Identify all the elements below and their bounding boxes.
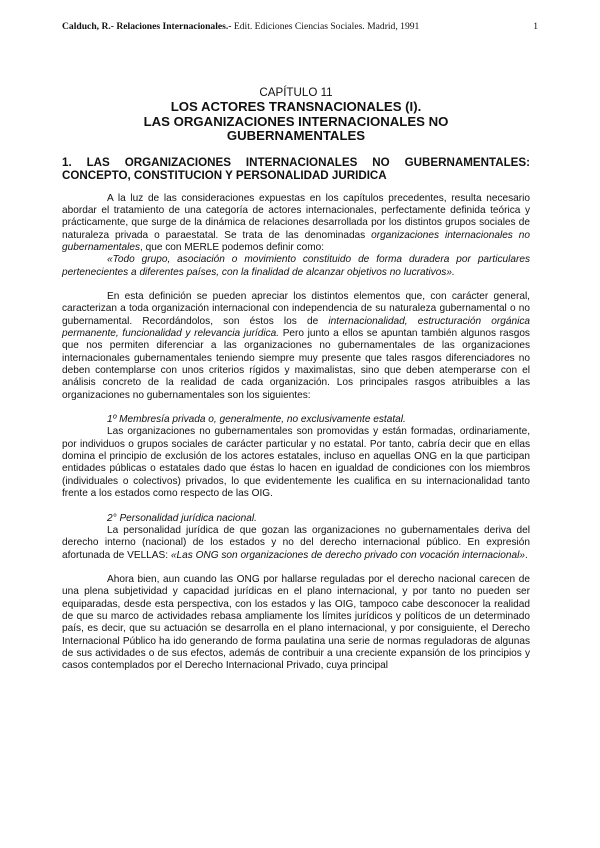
definition-quote: «Todo grupo, asociación o movimiento constituido de forma duradera por particulares pertenecientes a diferentes países, con la finalidad de alcanzar objetivos no lucrativos». [62,254,530,278]
paragraph-definition-emphasis: internacionalidad, estructuración orgánica permanente, funcionalidad y relevancia jurídica. [62,315,530,340]
chapter-title-line-3: GUBERNAMENTALES [226,128,366,144]
paragraph-legal-personality-text: La personalidad jurídica de que gozan las organizaciones no gubernamentales deriva del derecho interno (nacional) de los estados y no del derecho internacional público. En expresión afortunada de VELLAS: [62,524,530,561]
header-author: Calduch, R.- Relaciones Internacionales.- [62,21,232,32]
chapter-title-line-1: LOS ACTORES TRANSNACIONALES (I). [170,99,422,114]
page-body [62,86,530,673]
paragraph-definition-text-b: Pero junto a ellos se apuntan también algunos rasgos que nos permiten diferenciar a las organizaciones no gubernamentales de las organizaciones internacionales gubernamentales teniendo siempre muy presente que tales rasgos diferenciadores no deben contemplarse con unos criterios rígidos y maximalistas, sino que deben atemperarse con el análisis concreto de la realidad de cada organización. Los principales rasgos atribuibles a las organizaciones no gubernamentales son los siguientes: [62,328,530,401]
paragraph-legal-personality [62,525,530,562]
paragraph-definition-text-a: En esta definición se pueden apreciar los distintos elementos que, con carácter general, caracterizan a toda organización internacional con independencia de su naturaleza gubernamental o no gubernamental. Recordándolos, son éstos los de [62,291,530,327]
paragraph-nevertheless: Ahora bien, aun cuando las ONG por hallarse reguladas por el derecho nacional carecen de una plena subjetividad y capacidad jurídicas en el plano internacional, y por tanto no pueden ser equiparadas, desde esta perspectiva, con los estados y las OIG, tampoco cabe desconocer la realidad de que su marco de actividades rebasa ampliamente los límites jurídicos y políticos de un determinado país, es decir, que su actuación se desarrolla en el plano internacional, y por consiguiente, el Derecho Internacional Público ha ido generando de forma paulatina una serie de normas reguladoras de algunas de sus actividades o de sus efectos, además de contribuir a una creciente expansión de los principios y casos contemplados por el Derecho Internacional Privado, cuya principal [62,573,530,672]
page-number: 1 [533,21,538,32]
subheading-membership: 1º Membresía privada o, generalmente, no exclusivamente estatal. [107,414,406,426]
chapter-heading [62,86,530,144]
section-heading: 1. LAS ORGANIZACIONES INTERNACIONALES NO GUBERNAMENTALES: CONCEPTO, CONSTITUCION Y PERSONALIDAD JURIDICA [62,155,530,183]
paragraph-definition [62,291,530,402]
paragraph-intro-tail: , que con MERLE podemos definir como: [140,241,325,253]
chapter-title-line-2: LAS ORGANIZACIONES INTERNACIONALES NO [143,113,449,129]
chapter-number: CAPÍTULO 11 [259,86,333,99]
paragraph-legal-personality-tail: . [524,549,528,561]
paragraph-intro [62,193,530,255]
paragraph-membership: Las organizaciones no gubernamentales son promovidas y están formadas, ordinariamente, por individuos o grupos sociales de carácter particular y no estatal. Por tanto, cabría decir que en ellas domina el principio de exclusión de los actores estatales, incluso en aquellas ONG en la que participan entidades públicas o estatales dado que éstas lo hacen en igualdad de condiciones con los miembros (individuales o colectivos) privados, lo que evidentemente les cualifica en su internacionalidad tanto frente a los estados como respecto de las OIG. [62,426,530,500]
paragraph-intro-text: A la luz de las consideraciones expuestas en los capítulos precedentes, resulta necesario abordar el tratamiento de una categoría de actores internacionales, perfectamente definida teórica y prácticamente, que surge de la dinámica de relaciones desarrollada por los distintos grupos sociales de naturaleza privada o paraestatal. Se trata de las denominadas [62,192,530,241]
paragraph-intro-emphasis: organizaciones internacionales no gubernamentales [62,229,530,253]
running-header [62,21,538,35]
paragraph-legal-personality-quote: «Las ONG son organizaciones de derecho privado con vocación internacional» [170,549,525,561]
subheading-legal-personality: 2° Personalidad jurídica nacional. [107,512,257,524]
header-publisher: Edit. Ediciones Ciencias Sociales. Madrid, 1991 [233,21,420,32]
